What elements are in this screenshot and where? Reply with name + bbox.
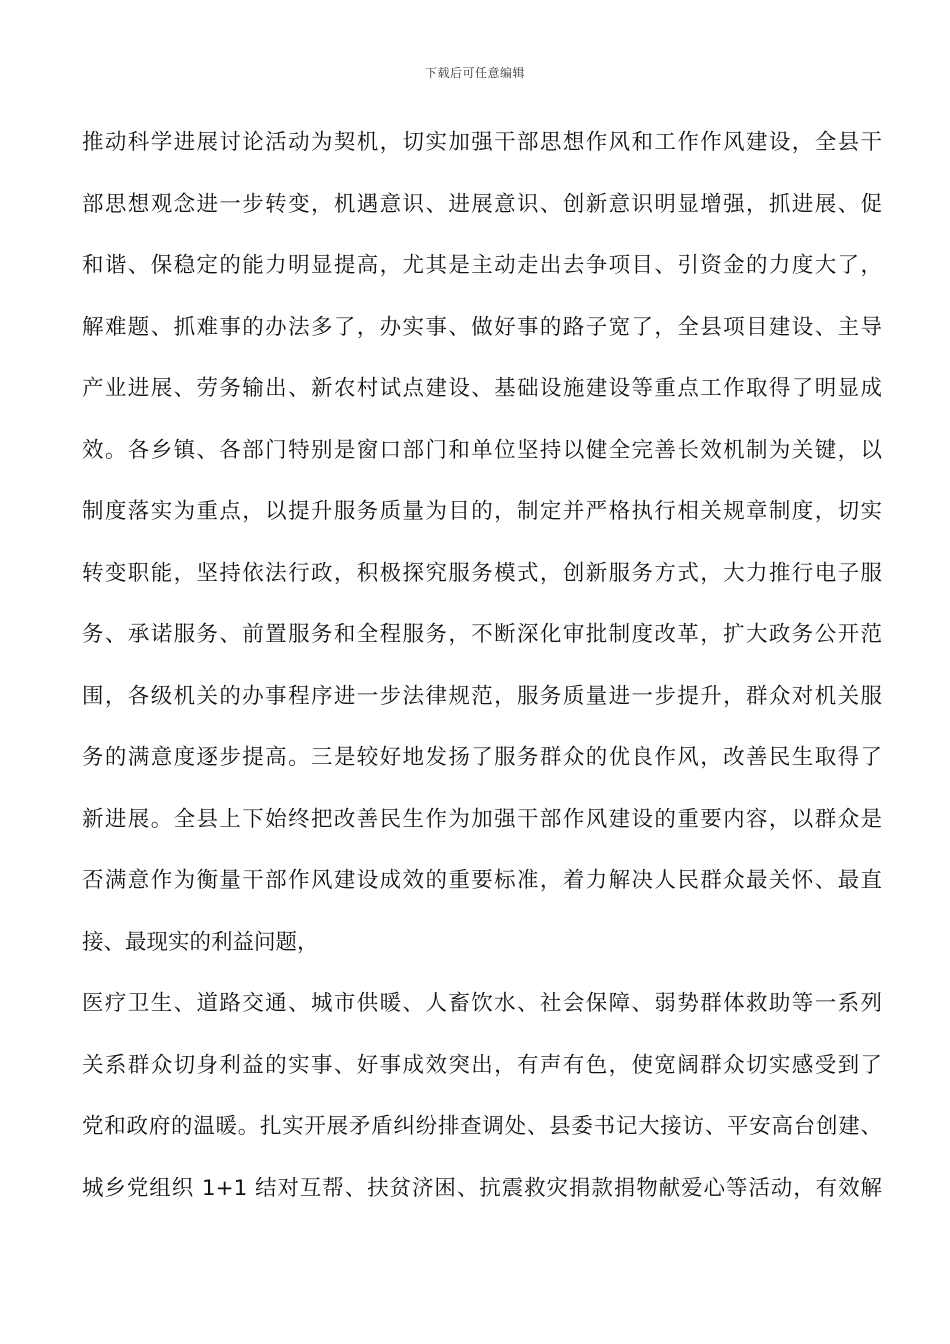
text-line: 推动科学进展讨论活动为契机，切实加强干部思想作风和工作作风建设，全县干: [82, 130, 882, 155]
text-line: 接、最现实的利益问题，: [82, 929, 319, 955]
document-body: [82, 112, 882, 1219]
text-line: 务的满意度逐步提高。三是较好地发扬了服务群众的优良作风，改善民生取得了: [82, 745, 882, 770]
text-line: 解难题、抓难事的办法多了，办实事、做好事的路子宽了，全县项目建设、主导: [82, 314, 882, 340]
text-line: 医疗卫生、道路交通、城市供暖、人畜饮水、社会保障、弱势群体救助等一系列: [82, 991, 882, 1016]
page-header: 下载后可任意编辑: [424, 66, 525, 80]
text-line: 转变职能，坚持依法行政，积极探究服务模式，创新服务方式，大力推行电子服: [82, 560, 882, 586]
text-line: 党和政府的温暖。扎实开展矛盾纠纷排查调处、县委书记大接访、平安高台创建、: [82, 1114, 882, 1139]
text-line: 效。各乡镇、各部门特别是窗口部门和单位坚持以健全完善长效机制为关键，以: [82, 437, 882, 463]
text-line: 产业进展、劳务输出、新农村试点建设、基础设施建设等重点工作取得了明显成: [82, 376, 882, 401]
text-line: 关系群众切身利益的实事、好事成效突出，有声有色，使宽阔群众切实感受到了: [82, 1052, 882, 1078]
text-line: 围，各级机关的办事程序进一步法律规范，服务质量进一步提升，群众对机关服: [82, 683, 882, 709]
text-line: 新进展。全县上下始终把改善民生作为加强干部作风建设的重要内容，以群众是: [82, 806, 882, 832]
text-line: 部思想观念进一步转变，机遇意识、进展意识、创新意识明显增强，抓进展、促: [82, 191, 882, 217]
text-line: 务、承诺服务、前置服务和全程服务，不断深化审批制度改革，扩大政务公开范: [82, 622, 882, 647]
text-line: 和谐、保稳定的能力明显提高，尤其是主动走出去争项目、引资金的力度大了，: [82, 253, 882, 278]
text-line: 否满意作为衡量干部作风建设成效的重要标准，着力解决人民群众最关怀、最直: [82, 868, 882, 893]
text-line: 制度落实为重点，以提升服务质量为目的，制定并严格执行相关规章制度，切实: [82, 499, 882, 524]
text-line: 城乡党组织 1+1 结对互帮、扶贫济困、抗震救灾捐款捐物献爱心等活动，有效解: [82, 1175, 882, 1201]
